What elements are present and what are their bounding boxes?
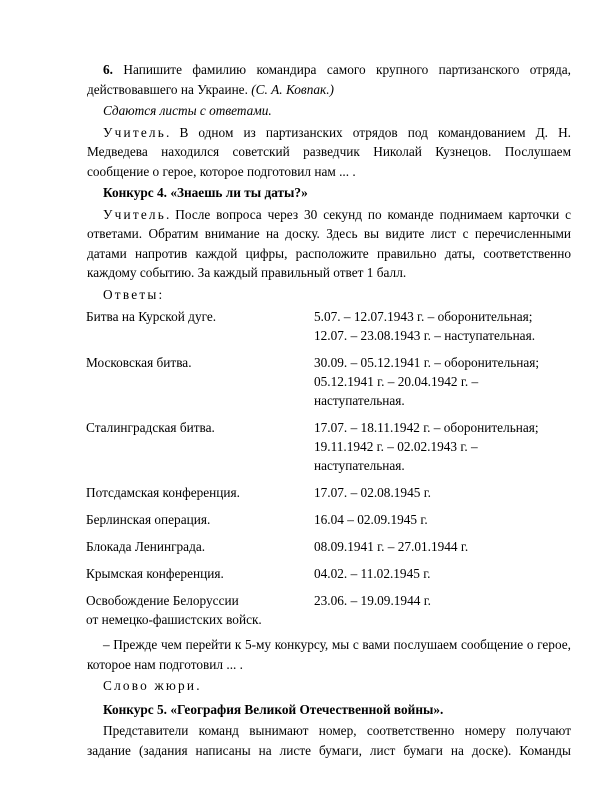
event-name: Крымская конференция. xyxy=(86,566,224,581)
answer-row xyxy=(86,564,542,591)
contest-4-title: Конкурс 4. «Знаешь ли ты даты?» xyxy=(103,185,308,200)
date-line: 05.12.1941 г. – 20.04.1942 г. – xyxy=(314,374,479,389)
sheets-handed-note: Сдаются листы с ответами. xyxy=(103,103,272,118)
date-line: 5.07. – 12.07.1943 г. – оборонительная; xyxy=(314,309,533,324)
teacher-remark-text: . В одном из партизанских отрядов под командованием Д. Н. Медведева находился советский разведчик Николай Кузнецов. Послушаем сообщение о герое, которое подготовил нам ... . xyxy=(87,124,571,179)
date-line: 23.06. – 19.09.1944 г. xyxy=(314,593,431,608)
event-name: Потсдамская конференция. xyxy=(86,485,240,500)
event-line: от немецко-фашистских войск. xyxy=(86,612,262,627)
event-dates xyxy=(314,564,542,591)
question-text: Напишите фамилию командира самого крупного партизанского отряда, действовавшего на Украине. xyxy=(87,62,571,97)
event-dates xyxy=(314,591,542,629)
event-name: Московская битва. xyxy=(86,355,192,370)
contest-5-text: Представители команд вынимают номер, соответственно номеру получают задание (задания написаны на листе бумаги, лист бумаги на доске). Команды xyxy=(87,723,571,758)
teacher-remark-text: . После вопроса через 30 секунд по команде поднимаем карточки с ответами. Обратим внимание на доску. Здесь вы видите лист с перечисленными датами напротив каждой цифры, расположите правильно даты, соответственно каждому событию. За каждый правильный ответ 1 балл. xyxy=(87,206,571,280)
answer-row xyxy=(86,353,542,418)
question-answer: (С. А. Ковпак.) xyxy=(251,81,334,97)
event-name: Битва на Курской дуге. xyxy=(86,309,217,324)
date-line: наступательная. xyxy=(314,458,405,473)
event-dates xyxy=(314,353,542,418)
date-line: 19.11.1942 г. – 02.02.1943 г. – xyxy=(314,439,478,454)
answer-row xyxy=(86,537,542,564)
date-line: 30.09. – 05.12.1941 г. – оборонительная; xyxy=(314,355,540,370)
event-name: Блокада Ленинграда. xyxy=(86,539,206,554)
question-number: 6. xyxy=(103,62,113,77)
event-dates xyxy=(314,483,542,510)
answer-row xyxy=(86,591,542,629)
date-line: 17.07. – 02.08.1945 г. xyxy=(314,485,431,500)
date-line: наступательная. xyxy=(314,393,405,408)
event-name: Берлинская операция. xyxy=(86,512,211,527)
question-6 xyxy=(87,60,571,99)
teacher-remark-1 xyxy=(87,123,571,182)
contest-5-title: Конкурс 5. «География Великой Отечественной войны». xyxy=(103,701,444,717)
event-dates xyxy=(314,510,542,537)
answer-row xyxy=(86,307,542,353)
date-line: 08.09.1941 г. – 27.01.1944 г. xyxy=(314,539,469,554)
event-dates xyxy=(314,307,542,353)
answer-row xyxy=(86,510,542,537)
transition-remark: – Прежде чем перейти к 5-му конкурсу, мы с вами послушаем сообщение о герое, которое нам подготовил ... . xyxy=(87,637,571,672)
event-name: Сталинградская битва. xyxy=(86,420,215,435)
answers-table xyxy=(86,307,542,629)
event-dates xyxy=(314,537,542,564)
document-page xyxy=(87,60,571,760)
jury-word: Слово жюри. xyxy=(103,678,202,693)
date-line: 04.02. – 11.02.1945 г. xyxy=(314,566,431,581)
teacher-remark-2 xyxy=(87,205,571,283)
date-line: 12.07. – 23.08.1943 г. – наступательная. xyxy=(314,328,536,343)
date-line: 16.04 – 02.09.1945 г. xyxy=(314,512,428,527)
event-dates xyxy=(314,418,542,483)
event-line: Освобождение Белоруссии xyxy=(86,593,239,608)
teacher-label: Учитель xyxy=(103,206,167,222)
date-line: 17.07. – 18.11.1942 г. – оборонительная; xyxy=(314,420,539,435)
teacher-label: Учитель xyxy=(103,124,167,140)
answer-row xyxy=(86,418,542,483)
event-name xyxy=(86,591,314,629)
answers-label: Ответы: xyxy=(103,286,165,302)
answer-row xyxy=(86,483,542,510)
